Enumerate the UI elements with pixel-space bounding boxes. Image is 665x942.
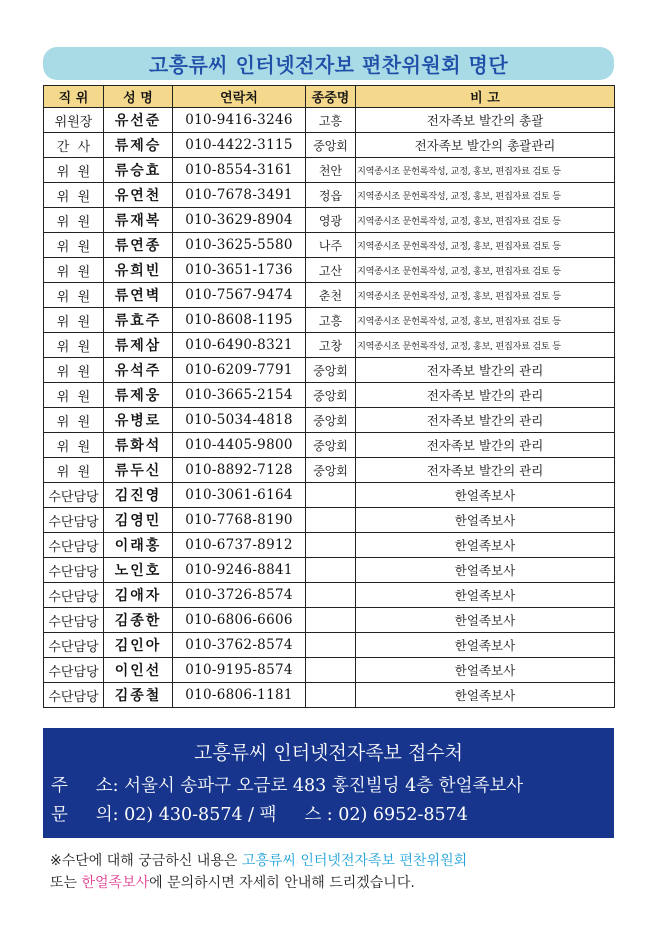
cell-name: 김애자 — [104, 583, 173, 608]
cell-note: 한얼족보사 — [356, 483, 615, 508]
table-row — [44, 483, 615, 508]
cell-note: 지역종시조 문헌록작성, 교정, 홍보, 편집자료 검토 등 — [356, 258, 615, 283]
cell-note: 전자족보 발간의 관리 — [356, 408, 615, 433]
cell-phone: 010-5034-4818 — [173, 408, 306, 433]
cell-note: 지역종시조 문헌록작성, 교정, 홍보, 편집자료 검토 등 — [356, 208, 615, 233]
table-row — [44, 508, 615, 533]
cell-note: 전자족보 발간의 관리 — [356, 383, 615, 408]
header-phone: 연락처 — [173, 86, 306, 108]
table-row — [44, 358, 615, 383]
cell-note: 한얼족보사 — [356, 658, 615, 683]
cell-note: 한얼족보사 — [356, 533, 615, 558]
table-row — [44, 683, 615, 708]
cell-branch: 중앙회 — [306, 358, 356, 383]
cell-phone: 010-9416-3246 — [173, 108, 306, 133]
table-row — [44, 308, 615, 333]
table-row — [44, 658, 615, 683]
phone-label: 문 의 — [51, 805, 113, 825]
header-branch: 종중명 — [306, 86, 356, 108]
cell-branch: 중앙회 — [306, 458, 356, 483]
header-position: 직 위 — [44, 86, 104, 108]
table-header-row — [44, 86, 615, 108]
cell-name: 유희빈 — [104, 258, 173, 283]
cell-name: 노인호 — [104, 558, 173, 583]
cell-phone: 010-9246-8841 — [173, 558, 306, 583]
cell-name: 김인아 — [104, 633, 173, 658]
cell-branch: 고흥 — [306, 308, 356, 333]
cell-branch — [306, 633, 356, 658]
cell-name: 김진영 — [104, 483, 173, 508]
cell-phone: 010-8892-7128 — [173, 458, 306, 483]
cell-phone: 010-3629-8904 — [173, 208, 306, 233]
address-value: : 서울시 송파구 오금로 483 홍진빌딩 4층 한얼족보사 — [112, 776, 524, 796]
committee-table — [43, 85, 615, 708]
cell-branch — [306, 483, 356, 508]
cell-phone: 010-3665-2154 — [173, 383, 306, 408]
table-row — [44, 383, 615, 408]
address-label: 주 소 — [51, 776, 113, 796]
table-row — [44, 133, 615, 158]
table-row — [44, 208, 615, 233]
cell-branch — [306, 508, 356, 533]
cell-phone: 010-3762-8574 — [173, 633, 306, 658]
cell-branch: 춘천 — [306, 283, 356, 308]
cell-position: 위 원 — [44, 433, 104, 458]
table-row — [44, 258, 615, 283]
title-banner — [43, 47, 614, 80]
cell-position: 수단담당 — [44, 608, 104, 633]
cell-note: 한얼족보사 — [356, 683, 615, 708]
cell-phone: 010-8608-1195 — [173, 308, 306, 333]
cell-phone: 010-3651-1736 — [173, 258, 306, 283]
footer-text: 에 문의하시면 자세히 안내해 드리겠습니다. — [149, 875, 415, 891]
cell-note: 한얼족보사 — [356, 583, 615, 608]
cell-note: 전자족보 발간의 총괄관리 — [356, 133, 615, 158]
cell-branch: 중앙회 — [306, 433, 356, 458]
phone-value: : 02) 430-8574 / 팩 스 : 02) 6952-8574 — [112, 805, 468, 825]
cell-phone: 010-7768-8190 — [173, 508, 306, 533]
cell-branch — [306, 583, 356, 608]
table-row — [44, 608, 615, 633]
cell-position: 위 원 — [44, 358, 104, 383]
cell-position: 위 원 — [44, 458, 104, 483]
cell-phone: 010-6806-1181 — [173, 683, 306, 708]
cell-position: 수단담당 — [44, 483, 104, 508]
cell-branch: 중앙회 — [306, 133, 356, 158]
cell-position: 수단담당 — [44, 583, 104, 608]
cell-position: 수단담당 — [44, 508, 104, 533]
cell-position: 수단담당 — [44, 558, 104, 583]
cell-name: 류제웅 — [104, 383, 173, 408]
company-highlight: 한얼족보사 — [81, 875, 150, 891]
cell-position: 위 원 — [44, 233, 104, 258]
cell-phone: 010-7567-9474 — [173, 283, 306, 308]
cell-position: 수단담당 — [44, 683, 104, 708]
header-name: 성 명 — [104, 86, 173, 108]
cell-branch: 나주 — [306, 233, 356, 258]
cell-position: 위 원 — [44, 333, 104, 358]
cell-name: 류제승 — [104, 133, 173, 158]
cell-phone: 010-6490-8321 — [173, 333, 306, 358]
contact-info-box — [43, 728, 614, 838]
cell-phone: 010-8554-3161 — [173, 158, 306, 183]
cell-position: 위 원 — [44, 408, 104, 433]
cell-branch — [306, 683, 356, 708]
cell-note: 지역종시조 문헌록작성, 교정, 홍보, 편집자료 검토 등 — [356, 283, 615, 308]
cell-name: 유선준 — [104, 108, 173, 133]
cell-branch: 정읍 — [306, 183, 356, 208]
footer-line-1 — [50, 850, 625, 870]
table-row — [44, 183, 615, 208]
cell-name: 유연천 — [104, 183, 173, 208]
cell-branch: 고창 — [306, 333, 356, 358]
cell-branch: 천안 — [306, 158, 356, 183]
cell-branch: 중앙회 — [306, 383, 356, 408]
cell-position: 수단담당 — [44, 633, 104, 658]
cell-note: 지역종시조 문헌록작성, 교정, 홍보, 편집자료 검토 등 — [356, 233, 615, 258]
cell-phone: 010-4422-3115 — [173, 133, 306, 158]
cell-branch: 고산 — [306, 258, 356, 283]
cell-note: 한얼족보사 — [356, 633, 615, 658]
cell-branch: 영광 — [306, 208, 356, 233]
table-row — [44, 333, 615, 358]
cell-position: 수단담당 — [44, 658, 104, 683]
cell-name: 김종한 — [104, 608, 173, 633]
table-row — [44, 583, 615, 608]
cell-name: 류승효 — [104, 158, 173, 183]
contact-title: 고흥류씨 인터넷전자족보 접수처 — [193, 742, 464, 764]
cell-phone: 010-6806-6606 — [173, 608, 306, 633]
cell-note: 지역종시조 문헌록작성, 교정, 홍보, 편집자료 검토 등 — [356, 333, 615, 358]
cell-name: 이래홍 — [104, 533, 173, 558]
cell-phone: 010-4405-9800 — [173, 433, 306, 458]
cell-position: 위 원 — [44, 258, 104, 283]
cell-name: 류연종 — [104, 233, 173, 258]
cell-branch: 중앙회 — [306, 408, 356, 433]
cell-position: 위 원 — [44, 208, 104, 233]
cell-phone: 010-3726-8574 — [173, 583, 306, 608]
phone-line — [51, 801, 468, 826]
cell-phone: 010-6209-7791 — [173, 358, 306, 383]
cell-name: 김종철 — [104, 683, 173, 708]
cell-note: 전자족보 발간의 관리 — [356, 458, 615, 483]
cell-branch: 고흥 — [306, 108, 356, 133]
cell-branch — [306, 533, 356, 558]
footer-text: ※수단에 대해 궁금하신 내용은 — [50, 853, 242, 869]
cell-note: 전자족보 발간의 관리 — [356, 433, 615, 458]
cell-position: 위원장 — [44, 108, 104, 133]
committee-highlight: 고흥류씨 인터넷전자족보 편찬위원회 — [241, 853, 468, 869]
cell-note: 한얼족보사 — [356, 508, 615, 533]
table-row — [44, 408, 615, 433]
cell-note: 한얼족보사 — [356, 558, 615, 583]
cell-name: 김영민 — [104, 508, 173, 533]
cell-position: 위 원 — [44, 183, 104, 208]
cell-position: 위 원 — [44, 383, 104, 408]
cell-phone: 010-3625-5580 — [173, 233, 306, 258]
cell-position: 위 원 — [44, 158, 104, 183]
cell-position: 수단담당 — [44, 533, 104, 558]
cell-position: 위 원 — [44, 308, 104, 333]
table-row — [44, 433, 615, 458]
table-row — [44, 233, 615, 258]
cell-note: 전자족보 발간의 총괄 — [356, 108, 615, 133]
cell-position: 간 사 — [44, 133, 104, 158]
footer-line-2 — [50, 872, 625, 892]
table-row — [44, 283, 615, 308]
cell-name: 류두신 — [104, 458, 173, 483]
header-note: 비 고 — [356, 86, 615, 108]
cell-name: 류효주 — [104, 308, 173, 333]
cell-branch — [306, 608, 356, 633]
cell-note: 지역종시조 문헌록작성, 교정, 홍보, 편집자료 검토 등 — [356, 183, 615, 208]
table-row — [44, 533, 615, 558]
table-row — [44, 108, 615, 133]
address-line — [51, 772, 523, 797]
cell-phone: 010-9195-8574 — [173, 658, 306, 683]
table-row — [44, 558, 615, 583]
footer-text: 또는 — [50, 875, 82, 891]
cell-phone: 010-7678-3491 — [173, 183, 306, 208]
cell-name: 류제삼 — [104, 333, 173, 358]
cell-name: 유병로 — [104, 408, 173, 433]
table-row — [44, 633, 615, 658]
cell-note: 한얼족보사 — [356, 608, 615, 633]
cell-name: 유석주 — [104, 358, 173, 383]
cell-note: 지역종시조 문헌록작성, 교정, 홍보, 편집자료 검토 등 — [356, 158, 615, 183]
cell-phone: 010-6737-8912 — [173, 533, 306, 558]
cell-name: 류연벽 — [104, 283, 173, 308]
cell-name: 류화석 — [104, 433, 173, 458]
cell-note: 지역종시조 문헌록작성, 교정, 홍보, 편집자료 검토 등 — [356, 308, 615, 333]
page-title: 고흥류씨 인터넷전자보 편찬위원회 명단 — [148, 53, 509, 77]
cell-name: 이인선 — [104, 658, 173, 683]
table-row — [44, 158, 615, 183]
table-row — [44, 458, 615, 483]
cell-note: 전자족보 발간의 관리 — [356, 358, 615, 383]
cell-phone: 010-3061-6164 — [173, 483, 306, 508]
cell-branch — [306, 558, 356, 583]
cell-branch — [306, 658, 356, 683]
table-body — [44, 108, 615, 708]
cell-name: 류재복 — [104, 208, 173, 233]
cell-position: 위 원 — [44, 283, 104, 308]
